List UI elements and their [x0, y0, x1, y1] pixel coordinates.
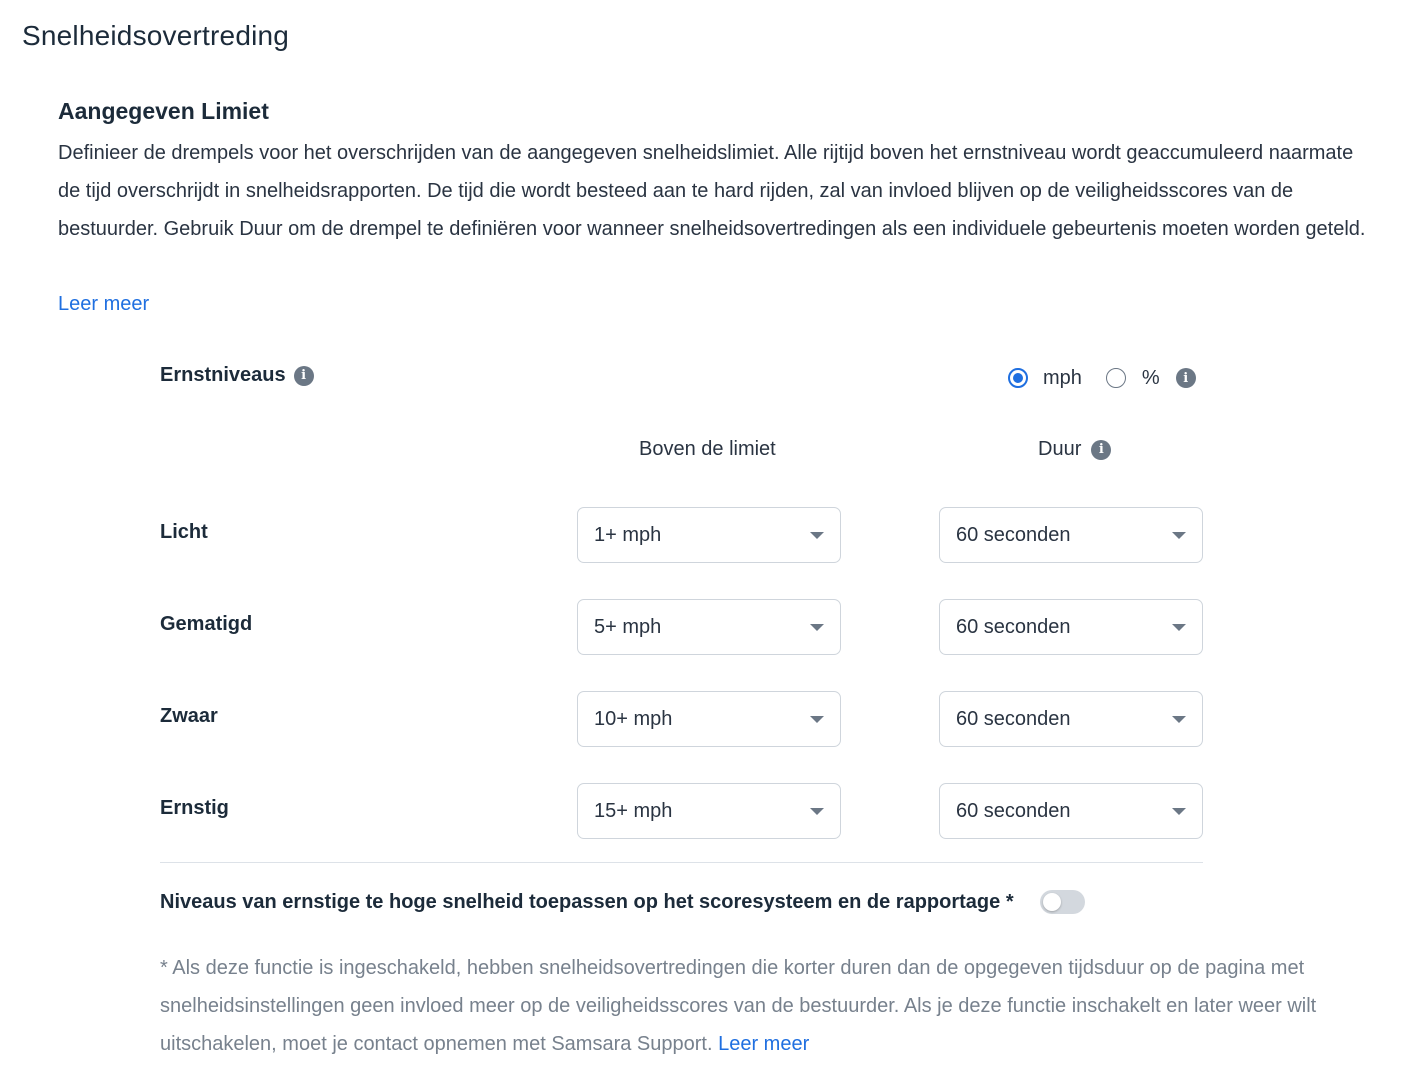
chevron-down-icon [810, 624, 824, 631]
severity-levels-heading [160, 364, 314, 387]
footnote-text: * Als deze functie is ingeschakeld, hebben snelheidsovertredingen die korter duren dan de opgegeven tijdsduur op de pagina met snelheidsinstellingen geen invloed meer op de veiligheidsscores van de bestuurder. Als je deze functie inschakelt en later weer wilt uitschakelen, moet je contact opnemen met Samsara Support. [160, 957, 1317, 1055]
column-header-above-limit-label: Boven de limiet [639, 438, 776, 460]
duration-select-heavy[interactable] [939, 691, 1203, 747]
above-limit-select-moderate[interactable] [577, 599, 841, 655]
duration-select-light[interactable] [939, 507, 1203, 563]
toggle-knob [1043, 893, 1061, 911]
severity-scoring-toggle-row [160, 890, 1085, 914]
select-value: 60 seconden [956, 523, 1071, 546]
severity-scoring-toggle[interactable] [1040, 890, 1085, 914]
select-value: 60 seconden [956, 707, 1071, 730]
info-icon[interactable]: i [1091, 440, 1111, 460]
severity-row-label-severe: Ernstig [160, 797, 229, 819]
severity-row-label-heavy: Zwaar [160, 705, 218, 727]
chevron-down-icon [1172, 532, 1186, 539]
info-icon[interactable]: i [294, 366, 314, 386]
column-header-above-limit [639, 438, 776, 461]
chevron-down-icon [1172, 716, 1186, 723]
section-description: Definieer de drempels voor het overschrijden van de aangegeven snelheidslimiet. Alle rijtijd boven het ernstniveau wordt geaccumuleerd naarmate de tijd overschrijdt in snelheidsrapporten. De tijd die wordt besteed aan te hard rijden, zal van invloed blijven op de veiligheidsscores van de bestuurder. Gebruik Duur om de drempel te definiëren voor wanneer snelheidsovertredingen als een individuele gebeurtenis moeten worden geteld. [58, 142, 1366, 240]
unit-radio-mph-label[interactable]: mph [1043, 366, 1082, 389]
chevron-down-icon [810, 532, 824, 539]
select-value: 15+ mph [594, 799, 673, 822]
select-value: 5+ mph [594, 615, 662, 638]
severity-row-label-moderate: Gematigd [160, 613, 253, 635]
severity-scoring-toggle-label: Niveaus van ernstige te hoge snelheid toepassen op het scoresysteem en de rapportage * [160, 890, 1014, 913]
info-icon[interactable]: i [1176, 368, 1196, 388]
select-value: 60 seconden [956, 799, 1071, 822]
select-value: 10+ mph [594, 707, 673, 730]
divider [160, 862, 1203, 863]
unit-radio-percent-label[interactable]: % [1141, 366, 1160, 389]
column-header-duration [1038, 438, 1111, 461]
column-header-duration-label: Duur [1038, 438, 1082, 460]
unit-radio-group [1008, 364, 1196, 392]
select-value: 60 seconden [956, 615, 1071, 638]
page-title: Snelheidsovertreding [22, 20, 290, 51]
unit-radio-mph[interactable] [1008, 368, 1028, 388]
chevron-down-icon [810, 716, 824, 723]
above-limit-select-light[interactable] [577, 507, 841, 563]
unit-radio-percent[interactable] [1106, 368, 1126, 388]
chevron-down-icon [1172, 624, 1186, 631]
chevron-down-icon [810, 808, 824, 815]
above-limit-select-severe[interactable] [577, 783, 841, 839]
footnote [160, 949, 1360, 1063]
severity-row-label-light: Licht [160, 521, 208, 543]
severity-levels-label: Ernstniveaus [160, 364, 286, 386]
learn-more-link[interactable]: Leer meer [58, 293, 150, 315]
select-value: 1+ mph [594, 523, 662, 546]
section-title: Aangegeven Limiet [58, 98, 269, 124]
above-limit-select-heavy[interactable] [577, 691, 841, 747]
duration-select-severe[interactable] [939, 783, 1203, 839]
chevron-down-icon [1172, 808, 1186, 815]
duration-select-moderate[interactable] [939, 599, 1203, 655]
footnote-learn-more-link[interactable]: Leer meer [718, 1033, 810, 1055]
